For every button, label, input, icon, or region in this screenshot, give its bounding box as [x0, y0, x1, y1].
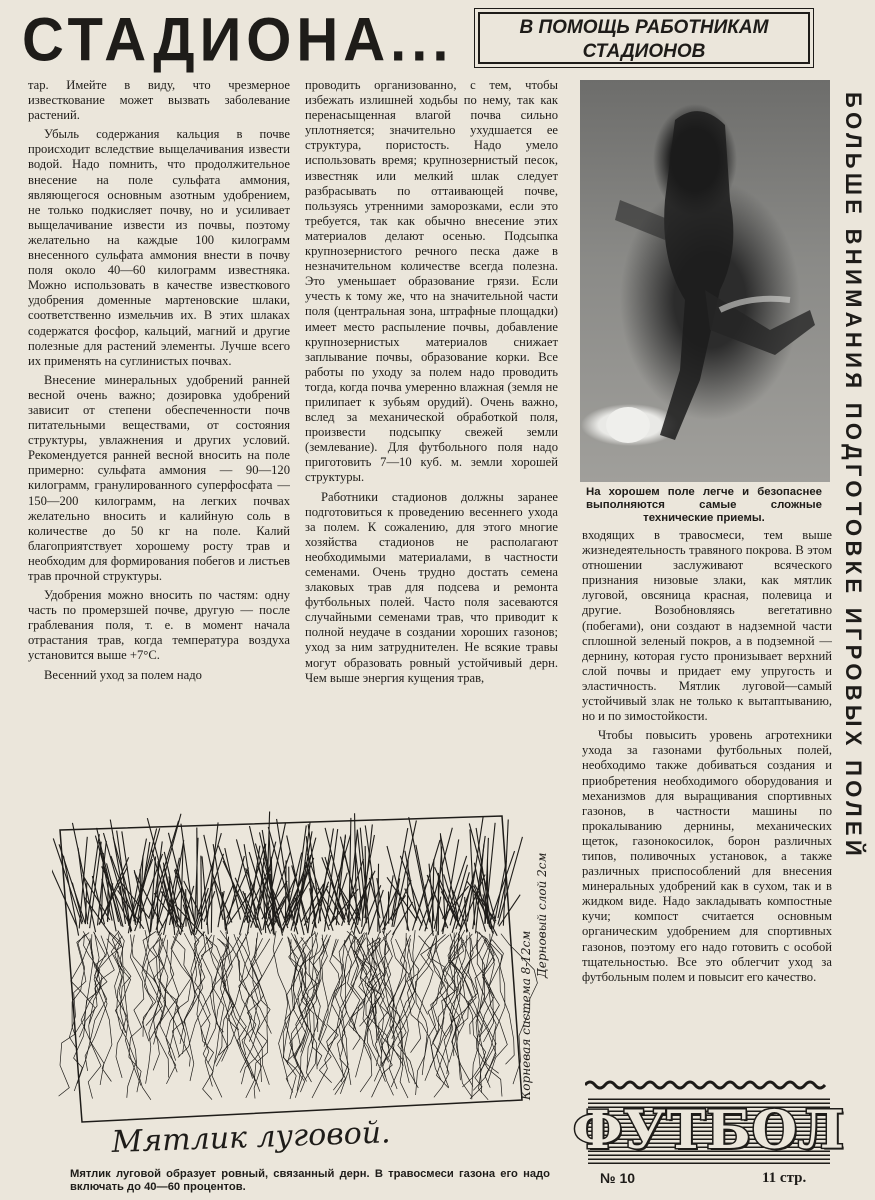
turf-layer-label: Дерновый слой 2см	[535, 852, 549, 978]
rubric-box: В ПОМОЩЬ РАБОТНИКАМ СТАДИОНОВ	[478, 12, 810, 64]
grass-roots-illustration	[52, 800, 562, 1162]
grass-drawing	[52, 800, 562, 1162]
vertical-title: БОЛЬШЕ ВНИМАНИЯ ПОДГОТОВКЕ ИГРОВЫХ ПОЛЕЙ	[841, 92, 866, 860]
article-column-2	[305, 78, 558, 790]
paragraph: Внесение минеральных удобрений ранней весной очень важно; дозировка удобрений зависит от степени обеспеченности почв питательными веществами, от состояния структуры, увлажнения и других условий. Рекомендуется ранней весной вносить на поле примерно: сульфата аммония — 90—120 килограмм, гранулированного суперфосфата — 150—200 килограмм, на легких почвах желательно вносить и калийную соль в количестве до 50 кг на поле. Калий благоприятствует хорошему росту трав и необходим для формирования побегов и листьев трав прочной структуры.	[28, 372, 290, 583]
paragraph: Удобрения можно вносить по частям: одну часть по промерзшей почве, другую — после граблевания поля, т. е. в момент начала отрастания трав, когда температура воздуха установится выше +7°C.	[28, 588, 290, 663]
decorative-wave-divider	[585, 1078, 830, 1092]
article-column-1	[28, 78, 290, 786]
photo-caption: На хорошем поле легче и безопаснее выполняются самые сложные технические приемы.	[586, 486, 822, 524]
football-photo-illustration	[580, 80, 830, 482]
magazine-logo	[573, 1096, 845, 1164]
paragraph: Чтобы повысить уровень агротехники ухода за газонами футбольных полей, необходимо также добиваться создания и приобретения необходимого оборудования и механизмов для выращивания спортивных газонов, в частности машины по прокалыванию дернины, механических щеток, газонокосилок, борон различных типов, поливочных установок, а также различных приспособлений для внесения минеральных удобрений как в сухом, так и в жидком виде. Надо закладывать компостные кучи; компост считается основным органическим удобрением для спортивных газонов, поэтому его надо готовить с особой тщательностью. Все это облегчит уход за футбольным полем и повысит его качество.	[582, 728, 832, 984]
issue-number: № 10	[600, 1170, 636, 1186]
paragraph: тар. Имейте в виду, что чрезмерное известкование может вызвать заболевание растений.	[28, 78, 290, 123]
football-photo	[580, 80, 830, 482]
logo-text: ФУТБОЛ	[573, 1099, 845, 1161]
paragraph: Работники стадионов должны заранее подготовиться к проведению весеннего ухода за полем. К сожалению, для этого многие хозяйства стадионов не располагают необходимыми материалами, в частности семенами. Очень трудно достать семена злаковых трав для подсева и ремонта футбольных полей. Часто поля засеваются случайными семенами трав, что приводит к полной неудаче в создании хороших газонов; уход за ним затруднителен. Не всякие травы могут образовать ровный устойчивый дерн. Чем выше энергия кущения трав,	[305, 489, 558, 685]
drawing-caption: Мятлик луговой образует ровный, связанный дерн. В травосмеси газона его надо включать до 40—60 процентов.	[70, 1168, 550, 1193]
paragraph: входящих в травосмеси, тем выше жизнедеятельность травяного покрова. В этом отношении заслуживают всяческого признания низовые злаки, как мятлик луговой, овсяница красная, полевица и другие. Возобновляясь вегетативно (побегами), они создают в надземной части сплошной зеленый покров, а в подземной — дернину, которая густо пронизывает верхний слой почвы и придает ему упругость и эластичность. Мятлик луговой—самый устойчивый злак не только к вытаптыванию, но и по зимостойкости.	[582, 528, 832, 724]
paragraph: Убыль содержания кальция в почве происходит вследствие выщелачивания извести водой. Надо помнить, что продолжительное внесение на поле сульфата аммония, являющегося основным азотным удобрением, не только подкисляет почву, но и усиливает выщелачивание извести из почвы, поэтому желательно на каждые 100 килограмм внесенного сульфата аммония внести в почву поля около 40—60 килограмм известняка. Можно использовать в качестве известкового удобрения доменные мартеновские шлаки, соответственно измельчив их. В этих шлаках содержатся фосфор, кальций, магний и другие полезные для растений элементы. Лучше всего их применять на суглинистых почвах.	[28, 127, 290, 368]
paragraph: Весенний уход за полем надо	[44, 667, 202, 682]
page-number: 11 стр.	[762, 1170, 807, 1186]
paragraph: проводить организованно, с тем, чтобы избежать излишней ходьбы по нему, так как перенасыщенная влагой почва сильно уплотняется; значительно ухудшается ее структура, пористость. Надо умело использовать время; крупнозернистый песок, известняк или мелкий шлак следует разбрасывать по оттаивающей почве, пользуясь утренними заморозками, если это требуется, так как обычно внесение этих материалов делают осенью. Подсыпка крупнозернистого речного песка даже в незначительном количестве всегда полезна. Это уменьшает образование грязи. Если учесть к тому же, что на значительной части поля (центральная зона, штрафные площадки) имеет место распыление почвы, добавление крупнозернистых материалов снижает заплывание почвы, образование корки. Все работы по уходу за полем надо проводить тогда, когда почва умеренно влажная (земля не прилипает к зубьям орудий). Очень важно, вслед за механической обработкой поля, произвести подсыпку свежей земли (землевание). Для футбольного поля надо приготовить 7—10 куб. м. земли хорошей структуры.	[305, 78, 558, 485]
root-system-label: Корневая система 8-12см	[519, 930, 533, 1100]
handwritten-label: Мятлик луговой.	[111, 1115, 392, 1160]
headline: СТАДИОНА...	[22, 6, 454, 75]
article-column-3	[582, 528, 832, 1070]
